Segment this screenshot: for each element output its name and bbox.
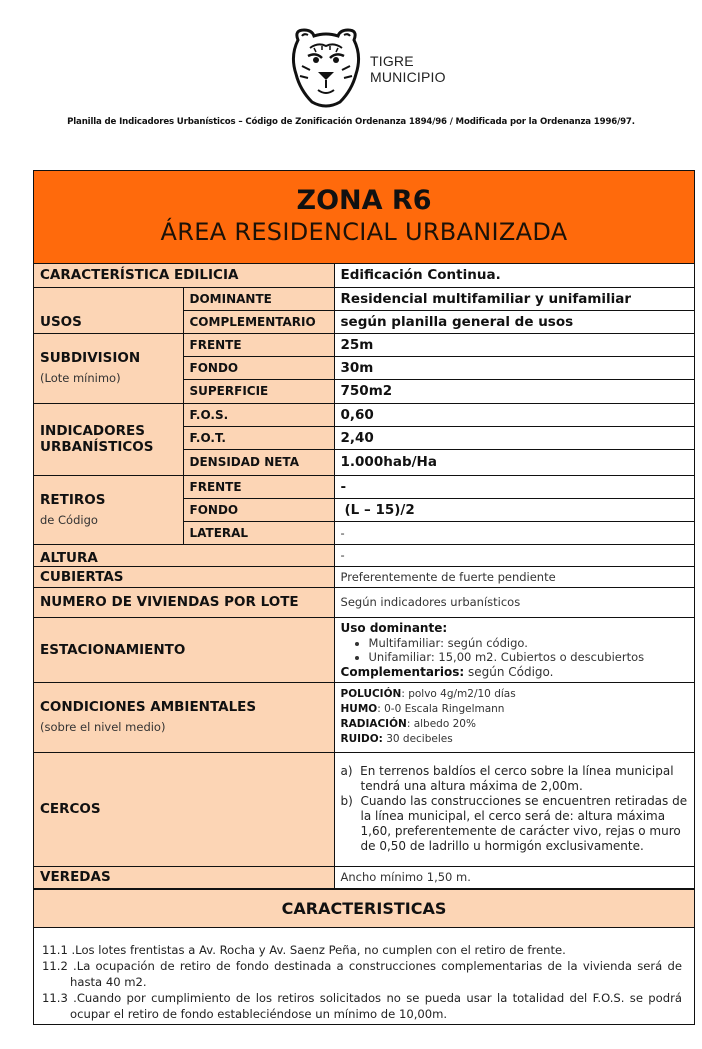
table-row <box>34 617 694 682</box>
tiger-logo-icon <box>288 26 364 110</box>
caracteristicas-heading: CARACTERISTICAS <box>34 889 694 928</box>
ambientales-note: (sobre el nivel medio) <box>40 720 166 734</box>
estacionamiento-list <box>341 636 688 664</box>
altura-value: - <box>334 544 694 566</box>
sub-frente-label: FRENTE <box>183 333 334 356</box>
list-item: POLUCIÓN: polvo 4g/m2/10 días <box>340 688 516 700</box>
sub-frente-value: 25m <box>334 333 694 356</box>
cercos-label: CERCOS <box>34 752 334 866</box>
ambientales-title: CONDICIONES AMBIENTALES <box>40 699 257 715</box>
document-subtitle: Planilla de Indicadores Urbanísticos – Código de Zonificación Ordenanza 1894/96 / Modificada por la Ordenanza 1996/97. <box>67 117 635 127</box>
cercos-value <box>334 752 694 866</box>
complementario-label: COMPLEMENTARIO <box>183 310 334 333</box>
table-row <box>34 682 694 752</box>
ret-lateral-label: LATERAL <box>183 521 334 544</box>
list-item: • Unifamiliar: 15,00 m2. Cubiertos o descubiertos <box>369 650 688 664</box>
zone-area-name: ÁREA RESIDENCIAL URBANIZADA <box>160 218 568 246</box>
ret-fondo-value: (L – 15)/2 <box>334 498 694 521</box>
table-row <box>34 587 694 617</box>
veredas-value: Ancho mínimo 1,50 m. <box>334 866 694 888</box>
logo-line-2: MUNICIPIO <box>370 69 446 85</box>
fot-value: 2,40 <box>334 426 694 449</box>
complementario-value: según planilla general de usos <box>334 310 694 333</box>
altura-label: ALTURA <box>34 544 334 566</box>
dominante-label: DOMINANTE <box>183 287 334 310</box>
note-item: 11.2 .La ocupación de retiro de fondo destinada a construcciones complementarias de la vivienda será de hasta 40 m2. <box>42 958 682 989</box>
ret-lateral-value: - <box>334 521 694 544</box>
caracteristica-value: Edificación Continua. <box>334 264 694 287</box>
cubiertas-value: Preferentemente de fuerte pendiente <box>334 566 694 587</box>
subdivision-note: (Lote mínimo) <box>40 371 121 385</box>
complementarios-value: según Código. <box>464 664 554 679</box>
dominante-value: Residencial multifamiliar y unifamiliar <box>334 287 694 310</box>
subdivision-title: SUBDIVISION <box>40 350 141 366</box>
indicadores-label <box>34 403 183 475</box>
densidad-label: DENSIDAD NETA <box>183 449 334 475</box>
fos-value: 0,60 <box>334 403 694 426</box>
list-item: a) En terrenos baldíos el cerco sobre la línea municipal tendrá una altura máxima de 2,00m. <box>340 764 674 793</box>
fot-label: F.O.T. <box>183 426 334 449</box>
zone-banner <box>34 171 694 264</box>
table-row <box>34 333 694 356</box>
sub-fondo-label: FONDO <box>183 356 334 379</box>
subdivision-label <box>34 333 183 403</box>
zoning-sheet <box>33 170 695 1025</box>
ambientales-label <box>34 682 334 752</box>
retiros-note: de Código <box>40 512 98 527</box>
ambientales-value <box>334 682 694 752</box>
zone-title: ZONA R6 <box>296 185 432 216</box>
logo-text <box>370 53 446 85</box>
viviendas-label: NUMERO DE VIVIENDAS POR LOTE <box>34 587 334 617</box>
list-item: • Multifamiliar: según código. <box>369 636 688 650</box>
complementarios-heading: Complementarios: <box>340 664 465 679</box>
note-item: 11.3 .Cuando por cumplimiento de los retiros solicitados no se pueda usar la totalidad del F.O.S. se podrá ocupar el retiro de fondo estableciéndose un mínimo de 10,00m. <box>42 990 682 1021</box>
indicadores-line2: URBANÍSTICOS <box>40 439 154 455</box>
retiros-title: RETIROS <box>40 491 106 508</box>
table-row <box>34 287 694 310</box>
cercos-list <box>341 764 688 854</box>
viviendas-value: Según indicadores urbanísticos <box>334 587 694 617</box>
usos-label: USOS <box>34 287 183 333</box>
cubiertas-label: CUBIERTAS <box>34 566 334 587</box>
list-item: b) Cuando las construcciones se encuentren retiradas de la línea municipal, el cerco será de: altura máxima 1,60, preferentemente de carácter vivo, rejas o muro de 0,50 de ladrillo u hormigón exclusivamente. <box>340 794 688 853</box>
veredas-label: VEREDAS <box>34 866 334 888</box>
ret-frente-value: - <box>334 475 694 498</box>
caracteristica-label: CARACTERÍSTICA EDILICIA <box>34 264 334 287</box>
superficie-label: SUPERFICIE <box>183 379 334 403</box>
densidad-value: 1.000hab/Ha <box>334 449 694 475</box>
note-item: 11.1 .Los lotes frentistas a Av. Rocha y Av. Saenz Peña, no cumplen con el retiro de frente. <box>42 942 566 957</box>
caracteristicas-notes <box>34 928 694 1024</box>
table-row <box>34 544 694 566</box>
superficie-value: 750m2 <box>334 379 694 403</box>
list-item: RUIDO: 30 decibeles <box>340 733 453 745</box>
table-row <box>34 264 694 287</box>
table-row <box>34 566 694 587</box>
estacionamiento-label: ESTACIONAMIENTO <box>34 617 334 682</box>
indicators-table <box>34 264 694 889</box>
table-row <box>34 475 694 498</box>
ret-frente-label: FRENTE <box>183 475 334 498</box>
uso-dominante-heading: Uso dominante: <box>340 620 448 635</box>
retiros-label <box>34 475 183 544</box>
estacionamiento-value <box>334 617 694 682</box>
logo-line-1: TIGRE <box>370 53 414 69</box>
indicadores-line1: INDICADORES <box>40 423 145 439</box>
list-item: RADIACIÓN: albedo 20% <box>340 718 476 730</box>
table-row <box>34 866 694 888</box>
table-row <box>34 752 694 866</box>
list-item: HUMO: 0-0 Escala Ringelmann <box>340 703 505 715</box>
table-row <box>34 403 694 426</box>
ret-fondo-label: FONDO <box>183 498 334 521</box>
sub-fondo-value: 30m <box>334 356 694 379</box>
fos-label: F.O.S. <box>183 403 334 426</box>
